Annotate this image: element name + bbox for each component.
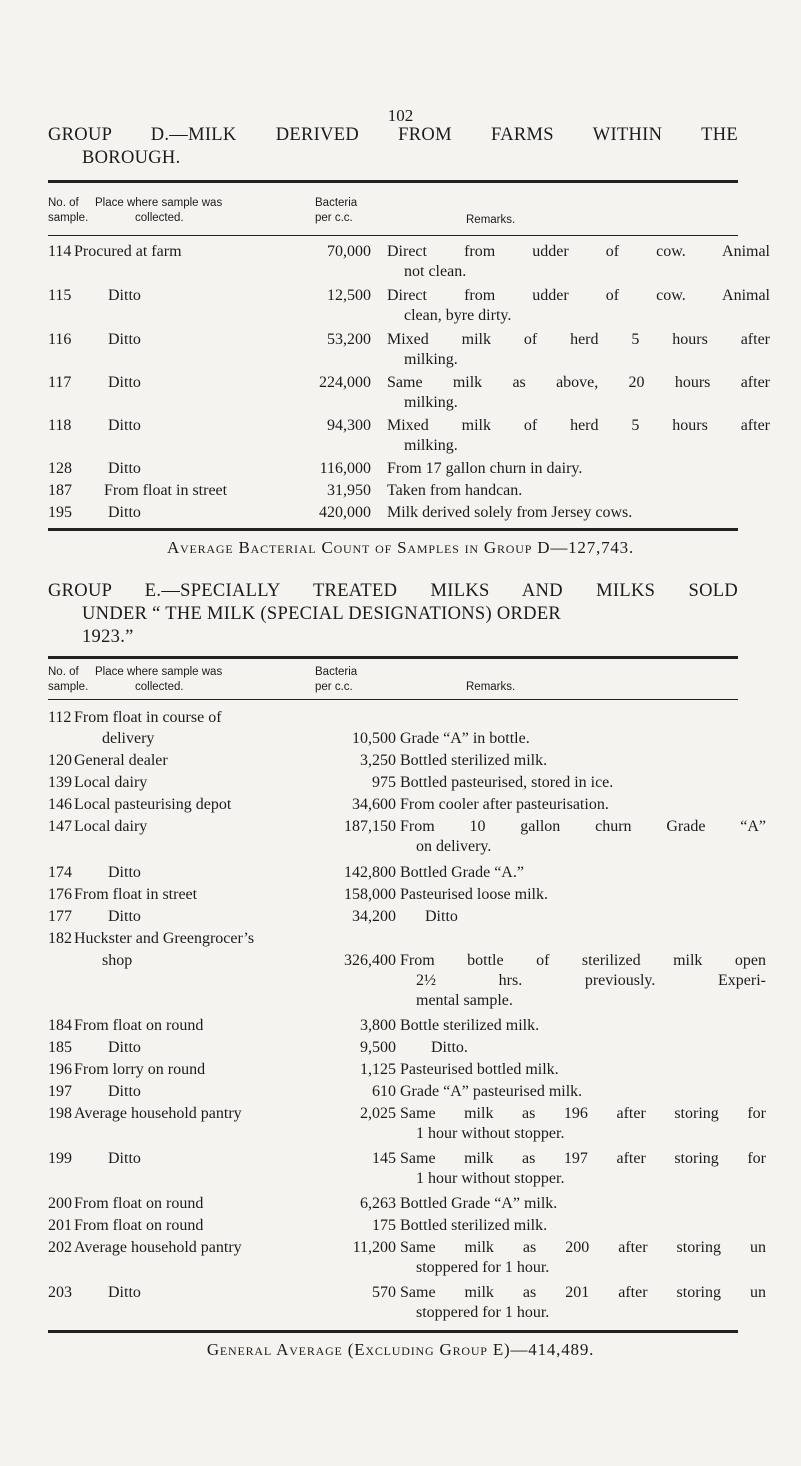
- bacteria-count: 3,250: [360, 752, 396, 769]
- remarks: [387, 286, 770, 326]
- sample-no: 199: [48, 1150, 72, 1167]
- bacteria-count: 175: [372, 1217, 396, 1234]
- remark-line1: Same milk as above, 20 hours after: [387, 374, 770, 391]
- col-bacteria-line2: per c.c.: [315, 212, 353, 224]
- bacteria-count: 2,025: [360, 1105, 396, 1122]
- col-place-line1: Place where sample was: [95, 197, 223, 209]
- group-d-heading: [48, 124, 738, 170]
- bacteria-count: 187,150: [344, 818, 396, 835]
- bacteria-count: 224,000: [319, 374, 371, 391]
- sample-no: 198: [48, 1105, 72, 1122]
- bacteria-count: 6,263: [360, 1195, 396, 1212]
- remarks: [425, 907, 791, 927]
- sample-no: 187: [48, 482, 72, 499]
- sample-no: 147: [48, 818, 72, 835]
- group-e-col-remarks: Remarks.: [466, 681, 516, 693]
- remarks: [400, 1216, 766, 1236]
- remarks: [387, 459, 770, 479]
- remark-line1: Same milk as 197 after storing for: [400, 1150, 766, 1167]
- remarks: [400, 1016, 766, 1036]
- remark-line1: From cooler after pasteurisation.: [400, 796, 609, 813]
- sample-place: Ditto: [108, 1083, 141, 1100]
- remarks: [400, 1104, 766, 1144]
- col-bacteria-line2: per c.c.: [315, 681, 353, 693]
- remark-line1: Bottle sterilized milk.: [400, 1017, 540, 1034]
- remark-line1: Direct from udder of cow. Animal: [387, 287, 770, 304]
- sample-no: 203: [48, 1284, 72, 1301]
- bacteria-count: 31,950: [327, 482, 371, 499]
- sample-place: Huckster and Greengrocer’s: [74, 930, 255, 947]
- remark-line1: Mixed milk of herd 5 hours after: [387, 417, 770, 434]
- remark-line2: 2½ hrs. previously. Experi-: [416, 972, 766, 989]
- remark-line1: Mixed milk of herd 5 hours after: [387, 331, 770, 348]
- sample-place: Average household pantry: [74, 1239, 242, 1256]
- sample-no: 195: [48, 504, 72, 521]
- sample-no: 177: [48, 908, 72, 925]
- sample-no: 112: [48, 709, 72, 726]
- group-d-col-place: [95, 196, 295, 226]
- remarks: [387, 242, 770, 282]
- sample-place: Average household pantry: [74, 1105, 242, 1122]
- col-no-line1: No. of: [48, 197, 79, 209]
- bacteria-count: 420,000: [319, 504, 371, 521]
- bacteria-count: 11,200: [352, 1239, 396, 1256]
- remark-line3: mental sample.: [416, 992, 513, 1009]
- sample-place: From float in course of: [74, 709, 222, 726]
- sample-place: Local pasteurising depot: [74, 796, 232, 813]
- remark-line1: Bottled Grade “A.”: [400, 864, 524, 881]
- sample-no: 176: [48, 886, 72, 903]
- remark-line1: Same milk as 196 after storing for: [400, 1105, 766, 1122]
- remarks: [387, 330, 770, 370]
- remark-line1: Ditto.: [431, 1039, 468, 1056]
- remark-line2: 1 hour without stopper.: [416, 1125, 565, 1142]
- group-d-header-rule: [48, 235, 738, 236]
- remarks: [400, 1238, 766, 1278]
- group-e-top-rule: [48, 656, 738, 659]
- remarks: [400, 885, 766, 905]
- sample-place: From lorry on round: [74, 1061, 206, 1078]
- bacteria-count: 53,200: [327, 331, 371, 348]
- bacteria-count: 10,500: [352, 730, 396, 747]
- sample-place-line2: delivery: [102, 730, 155, 747]
- remark-line2: stoppered for 1 hour.: [416, 1259, 550, 1276]
- col-place-line1: Place where sample was: [95, 666, 223, 678]
- bacteria-count: 975: [372, 774, 396, 791]
- group-e-col-place: [95, 665, 295, 695]
- sample-place: From float on round: [74, 1017, 204, 1034]
- remark-line1: Same milk as 201 after storing un: [400, 1284, 766, 1301]
- group-e-heading-line3: 1923.”: [82, 627, 134, 647]
- remarks: [400, 751, 766, 771]
- sample-place: Ditto: [108, 864, 141, 881]
- sample-no: 184: [48, 1017, 72, 1034]
- group-e-col-bacteria: [315, 665, 357, 695]
- remark-line2: not clean.: [404, 263, 467, 280]
- bacteria-count: 94,300: [327, 417, 371, 434]
- remark-line1: Bottled pasteurised, stored in ice.: [400, 774, 614, 791]
- remarks: [400, 1194, 766, 1214]
- remark-line2: on delivery.: [416, 838, 492, 855]
- remarks: [431, 1038, 797, 1058]
- remark-line2: stoppered for 1 hour.: [416, 1304, 550, 1321]
- sample-no: 200: [48, 1195, 72, 1212]
- remark-line1: From 17 gallon churn in dairy.: [387, 460, 583, 477]
- sample-place: Ditto: [108, 374, 141, 391]
- group-e-col-no: [48, 665, 88, 695]
- bacteria-count: 326,400: [344, 952, 396, 969]
- group-e-heading-line2: UNDER “ THE MILK (SPECIAL DESIGNATIONS) ORDER: [82, 604, 562, 624]
- sample-place: Local dairy: [74, 818, 148, 835]
- sample-place: Ditto: [108, 1150, 141, 1167]
- remark-line1: Grade “A” in bottle.: [400, 730, 530, 747]
- remarks: [400, 795, 766, 815]
- remark-line1: Same milk as 200 after storing un: [400, 1239, 766, 1256]
- sample-place: Ditto: [108, 287, 141, 304]
- sample-no: 202: [48, 1239, 72, 1256]
- col-no-line1: No. of: [48, 666, 79, 678]
- remark-line1: Direct from udder of cow. Animal: [387, 243, 770, 260]
- col-bacteria-line1: Bacteria: [315, 666, 358, 678]
- sample-place: Procured at farm: [74, 243, 182, 260]
- bacteria-count: 1,125: [360, 1061, 396, 1078]
- remark-line2: milking.: [404, 394, 458, 411]
- col-no-line2: sample.: [48, 212, 89, 224]
- col-place-line2: collected.: [135, 212, 184, 224]
- remark-line1: Bottled sterilized milk.: [400, 752, 548, 769]
- col-no-line2: sample.: [48, 681, 89, 693]
- sample-place: From float in street: [74, 886, 198, 903]
- sample-place: Ditto: [108, 417, 141, 434]
- remarks: [400, 1082, 766, 1102]
- remark-line1: Pasteurised bottled milk.: [400, 1061, 559, 1078]
- remarks: [400, 1283, 766, 1323]
- col-place-line2: collected.: [135, 681, 184, 693]
- group-e-header-rule: [48, 699, 738, 700]
- remarks: [400, 1149, 766, 1189]
- bacteria-count: 12,500: [327, 287, 371, 304]
- bacteria-count: 610: [372, 1083, 396, 1100]
- sample-no: 196: [48, 1061, 72, 1078]
- sample-place: Ditto: [108, 504, 141, 521]
- remarks: [400, 773, 766, 793]
- sample-no: 174: [48, 864, 72, 881]
- bacteria-count: 158,000: [344, 886, 396, 903]
- remarks: [400, 729, 766, 749]
- remark-line1: Bottled sterilized milk.: [400, 1217, 548, 1234]
- remark-line1: Grade “A” pasteurised milk.: [400, 1083, 583, 1100]
- group-d-average: Average Bacterial Count of Samples in Group D—127,743.: [166, 538, 635, 557]
- sample-place: From float in street: [104, 482, 228, 499]
- bacteria-count: 570: [372, 1284, 396, 1301]
- group-e-heading: [48, 580, 738, 649]
- sample-no: 146: [48, 796, 72, 813]
- remark-line1: Pasteurised loose milk.: [400, 886, 548, 903]
- col-bacteria-line1: Bacteria: [315, 197, 358, 209]
- group-d-heading-line1: GROUP D.—MILK DERIVED FROM FARMS WITHIN THE: [48, 125, 738, 145]
- group-d-bottom-rule: [48, 528, 738, 531]
- sample-no: 114: [48, 243, 72, 260]
- sample-no: 185: [48, 1039, 72, 1056]
- sample-place: From float on round: [74, 1217, 204, 1234]
- bacteria-count: 9,500: [360, 1039, 396, 1056]
- group-d-top-rule: [48, 180, 738, 183]
- group-d-heading-line2: BOROUGH.: [82, 148, 181, 168]
- bacteria-count: 116,000: [319, 460, 371, 477]
- remark-line1: Ditto: [425, 908, 458, 925]
- sample-no: 139: [48, 774, 72, 791]
- remark-line2: 1 hour without stopper.: [416, 1170, 565, 1187]
- remark-line1: Milk derived solely from Jersey cows.: [387, 504, 633, 521]
- remarks: [400, 1060, 766, 1080]
- bacteria-count: 34,600: [352, 796, 396, 813]
- remark-line1: Bottled Grade “A” milk.: [400, 1195, 558, 1212]
- sample-place: Ditto: [108, 331, 141, 348]
- bacteria-count: 70,000: [327, 243, 371, 260]
- sample-no: 116: [48, 331, 72, 348]
- sample-place: Ditto: [108, 1284, 141, 1301]
- remark-line2: milking.: [404, 351, 458, 368]
- group-d-col-bacteria: [315, 196, 357, 226]
- group-e-bottom-rule: [48, 1330, 738, 1333]
- sample-no: 118: [48, 417, 72, 434]
- sample-no: 115: [48, 287, 72, 304]
- remarks: [387, 481, 770, 501]
- remark-line1: From 10 gallon churn Grade “A”: [400, 818, 766, 835]
- sample-place: Ditto: [108, 1039, 141, 1056]
- sample-no: 128: [48, 460, 72, 477]
- remark-line2: clean, byre dirty.: [404, 307, 512, 324]
- group-d-col-no: [48, 196, 88, 226]
- sample-no: 182: [48, 930, 72, 947]
- remark-line1: From bottle of sterilized milk open: [400, 952, 766, 969]
- remarks: [387, 503, 770, 523]
- sample-no: 120: [48, 752, 72, 769]
- bacteria-count: 3,800: [360, 1017, 396, 1034]
- group-d-col-remarks: Remarks.: [466, 214, 516, 226]
- remarks: [387, 416, 770, 456]
- bacteria-count: 145: [372, 1150, 396, 1167]
- general-average: General Average (Excluding Group E)—414,489.: [206, 1340, 595, 1359]
- remark-line1: Taken from handcan.: [387, 482, 523, 499]
- sample-place: Ditto: [108, 908, 141, 925]
- bacteria-count: 34,200: [352, 908, 396, 925]
- page-number: 102: [387, 106, 414, 125]
- remarks: [400, 817, 766, 857]
- sample-place: Ditto: [108, 460, 141, 477]
- sample-place-line2: shop: [102, 952, 133, 969]
- bacteria-count: 142,800: [344, 864, 396, 881]
- sample-place: General dealer: [74, 752, 168, 769]
- sample-place: Local dairy: [74, 774, 148, 791]
- sample-place: From float on round: [74, 1195, 204, 1212]
- remarks: [400, 951, 766, 1011]
- sample-no: 197: [48, 1083, 72, 1100]
- group-e-heading-line1: GROUP E.—SPECIALLY TREATED MILKS AND MILKS SOLD: [48, 581, 738, 601]
- remarks: [400, 863, 766, 883]
- remarks: [387, 373, 770, 413]
- remark-line2: milking.: [404, 437, 458, 454]
- sample-no: 201: [48, 1217, 72, 1234]
- sample-no: 117: [48, 374, 72, 391]
